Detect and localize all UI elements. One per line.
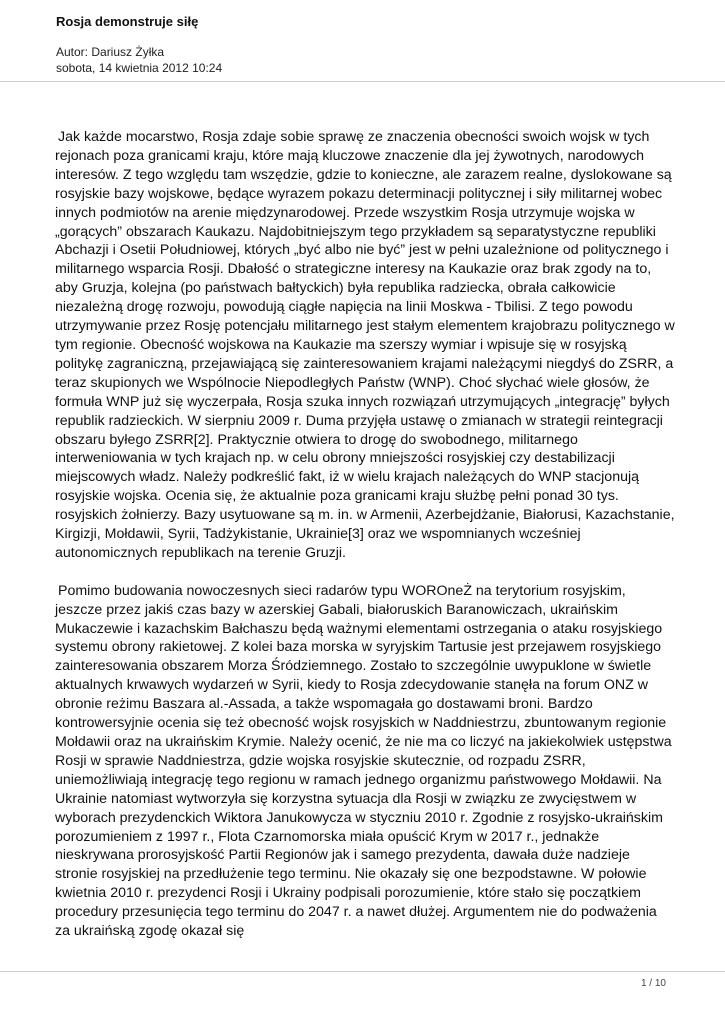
page-number: 1 / 10 bbox=[640, 978, 666, 989]
article-title: Rosja demonstruje siłę bbox=[56, 14, 199, 29]
article-body bbox=[55, 128, 675, 960]
date-line: sobota, 14 kwietnia 2012 10:24 bbox=[56, 61, 223, 75]
author-line: Autor: Dariusz Żyłka bbox=[56, 45, 165, 59]
article-meta bbox=[56, 44, 222, 76]
footer-divider bbox=[0, 971, 725, 972]
paragraph-1: Jak każde mocarstwo, Rosja zdaje sobie sprawę ze znaczenia obecności swoich wojsk w tych rejonach poza granicami kraju, które mają kluczowe znaczenie dla jej żywotnych, narodowych interesów. Z tego względu tam wszędzie, gdzie to konieczne, ale zarazem realne, dyslokowane są rosyjskie bazy wojskowe, będące wyrazem pokazu determinacji politycznej i siły militarnej wobec innych podmiotów na arenie międzynarodowej. Przede wszystkim Rosja utrzymuje wojska w „gorących” obszarach Kaukazu. Najdobitniejszym tego przykładem są separatystyczne republiki Abchazji i Osetii Południowej, których „być albo nie być” jest w pełni uzależnione od politycznego i militarnego wsparcia Rosji. Dbałość o strategiczne interesy na Kaukazie oraz brak zgody na to, aby Gruzja, kolejna (po państwach bałtyckich) była republika radziecka, obrała całkowicie niezależną drogę rozwoju, powodują ciągłe napięcia na linii Moskwa - Tbilisi. Z tego powodu utrzymywanie przez Rosję potencjału militarnego jest stałym elementem krajobrazu politycznego w tym regionie. Obecność wojskowa na Kaukazie ma szerszy wymiar i wpisuje się w rosyjską politykę zagraniczną, przejawiającą się zainteresowaniem krajami należącymi niegdyś do ZSRR, a teraz skupionych we Wspólnocie Niepodległych Państw (WNP). Choć słychać wiele głosów, że formuła WNP już się wyczerpała, Rosja szuka innych rozwiązań utrzymujących „integrację” byłych republik radzieckich. W sierpniu 2009 r. Duma przyjęła ustawę o zmianach w strategii reintegracji obszaru byłego ZSRR[2]. Praktycznie otwiera to drogę do swobodnego, militarnego interweniowania w tych krajach np. w celu obrony mniejszości rosyjskiej czy destabilizacji miejscowych władz. Należy podkreślić fakt, iż w wielu krajach należących do WNP stacjonują rosyjskie wojska. Ocenia się, że aktualnie poza granicami kraju służbę pełni ponad 30 tys. rosyjskich żołnierzy. Bazy usytuowane są m. in. w Armenii, Azerbejdżanie, Białorusi, Kazachstanie, Kirgizji, Mołdawii, Syrii, Tadżykistanie, Ukrainie[3] oraz we wspomnianych wcześniej autonomicznych republikach na terenie Gruzji. bbox=[55, 129, 675, 561]
paragraph-2: Pomimo budowania nowoczesnych sieci radarów typu WOROneŻ na terytorium rosyjskim, jeszcze przez jakiś czas bazy w azerskiej Gabali, białoruskich Baranowiczach, ukraińskim Mukaczewie i kazachskim Bałchaszu będą ważnymi elementami ostrzegania o ataku rosyjskiego systemu obrony rakietowej. Z kolei baza morska w syryjskim Tartusie jest przejawem rosyjskiego zainteresowania obszarem Morza Śródziemnego. Zostało to szczególnie uwypuklone w świetle aktualnych krwawych wydarzeń w Syrii, kiedy to Rosja zdecydowanie stanęła na forum ONZ w obronie reżimu Baszara al.-Assada, a także wspomagała go dostawami broni. Bardzo kontrowersyjnie ocenia się też obecność wojsk rosyjskich w Naddniestrzu, zbuntowanym regionie Mołdawii oraz na ukraińskim Krymie. Należy ocenić, że nie ma co liczyć na jakiekolwiek ustępstwa Rosji w sprawie Naddniestrza, gdzie wojska rosyjskie skutecznie, od rozpadu ZSRR, uniemożliwiają integrację tego regionu w ramach jednego organizmu państwowego Mołdawii. Na Ukrainie natomiast wytworzyła się korzystna sytuacja dla Rosji w związku ze zwycięstwem w wyborach prezydenckich Wiktora Janukowycza w styczniu 2010 r. Zgodnie z rosyjsko-ukraińskim porozumieniem z 1997 r., Flota Czarnomorska miała opuścić Krym w 2017 r., jednakże nieskrywana prorosyjskość Partii Regionów jak i samego prezydenta, dawała duże nadzieje stronie rosyjskiej na przedłużenie tego terminu. Nie okazały się one bezpodstawne. W połowie kwietnia 2010 r. prezydenci Rosji i Ukrainy podpisali porozumienie, które stało się początkiem procedury przesunięcia tego terminu do 2047 r. a nawet dłużej. Argumentem nie do podważenia za ukraińską zgodę okazał się bbox=[55, 582, 672, 940]
header-divider bbox=[0, 81, 725, 82]
